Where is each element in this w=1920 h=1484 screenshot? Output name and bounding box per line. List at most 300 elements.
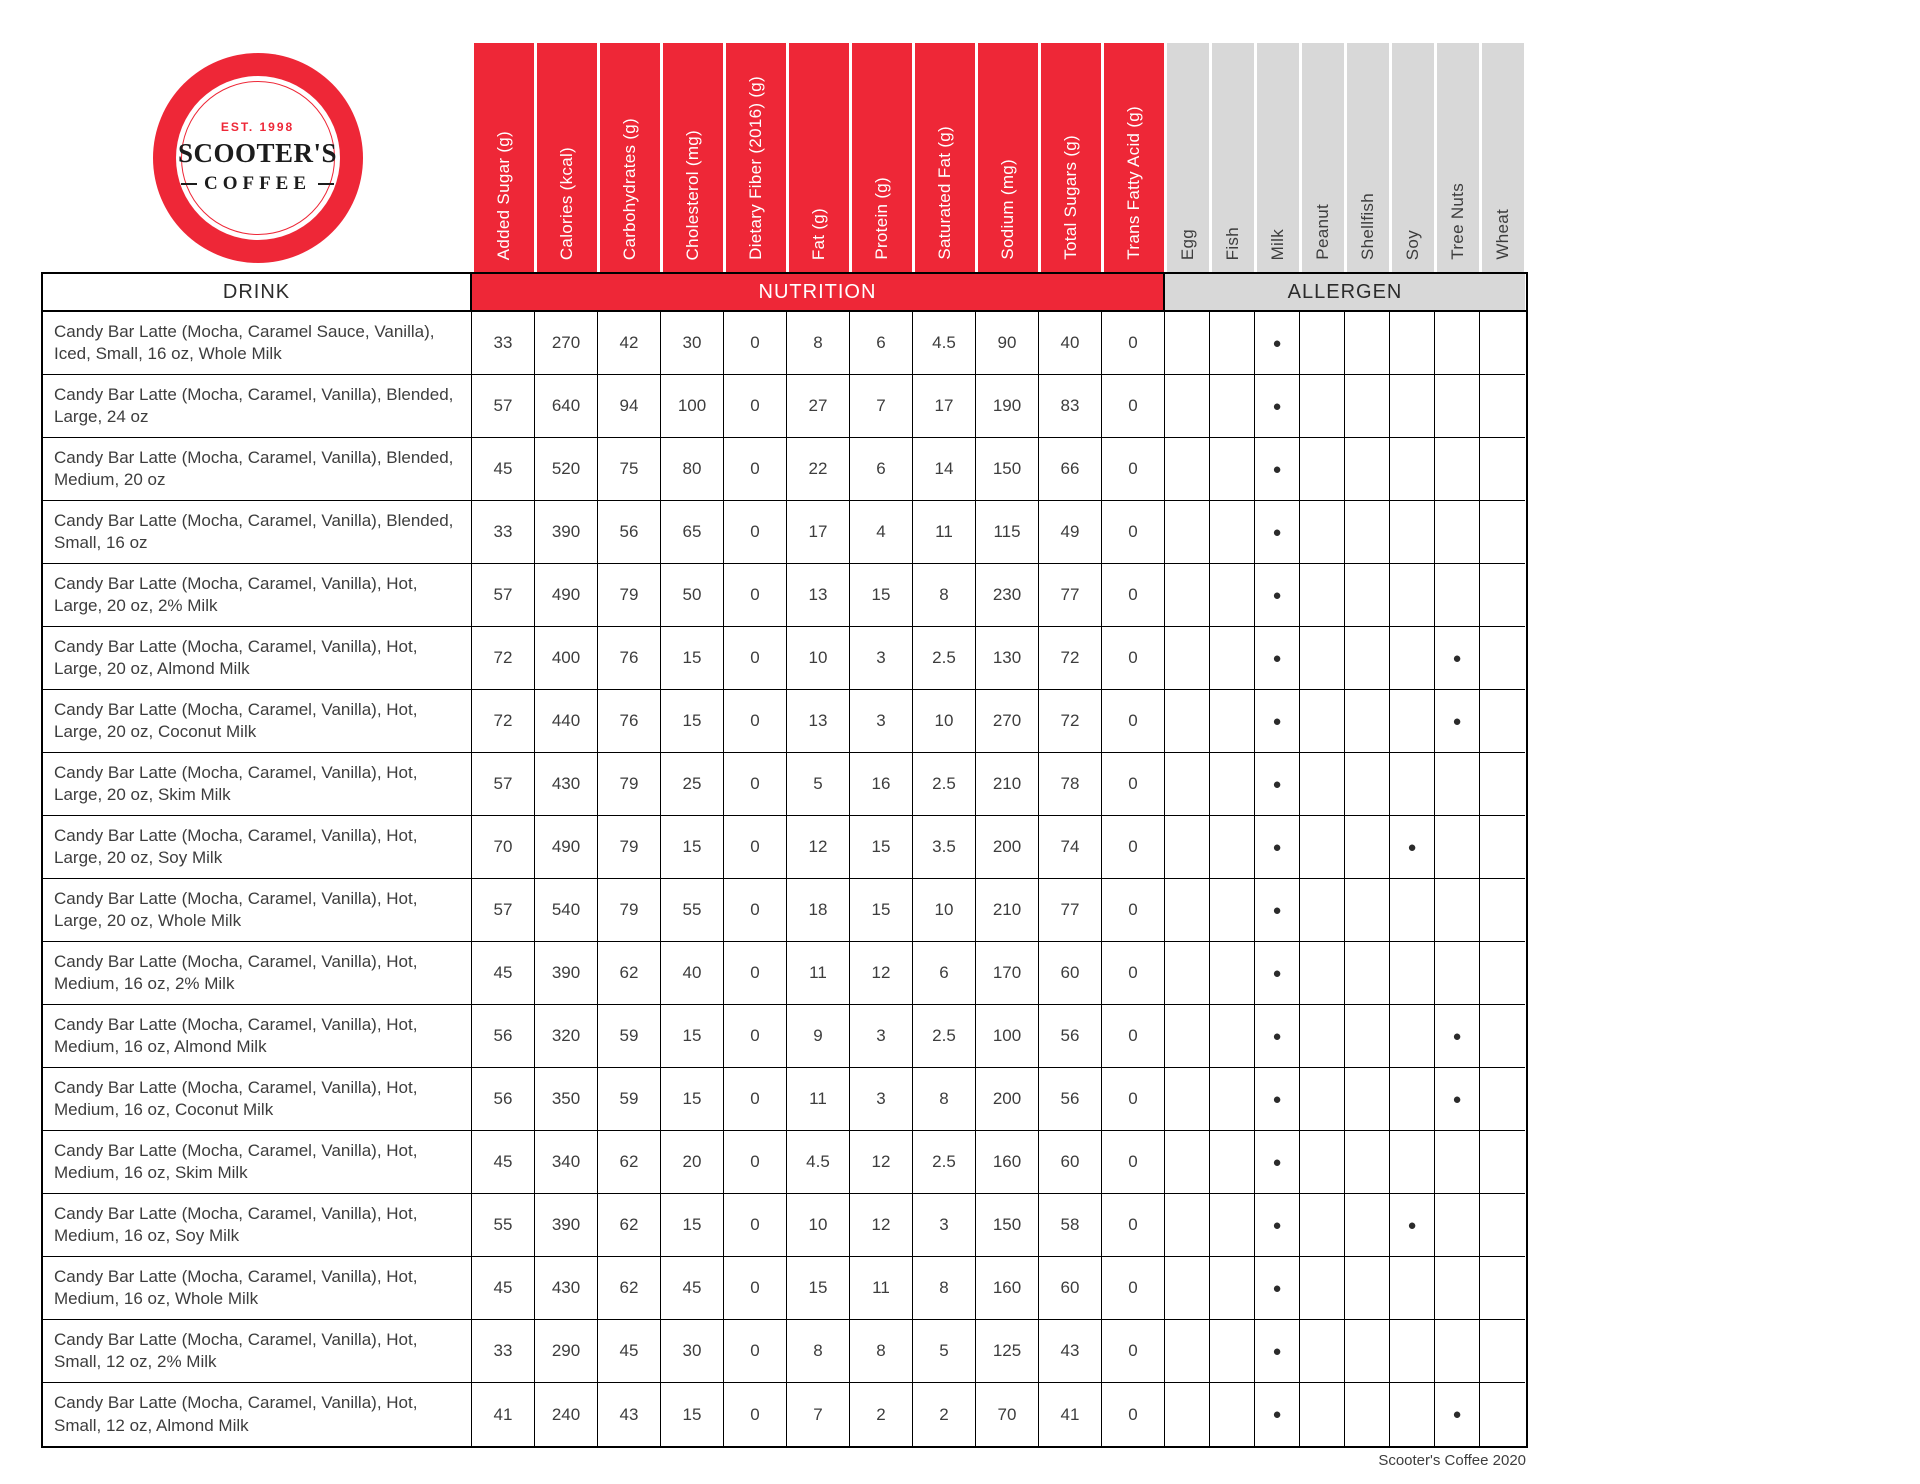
nutrition-value-cell: 15 bbox=[661, 1068, 724, 1131]
column-header-label: Fat (g) bbox=[809, 207, 828, 260]
nutrition-column-header-total-sugars-g bbox=[1041, 43, 1101, 272]
allergen-cell-fish bbox=[1210, 753, 1255, 816]
allergen-cell-egg bbox=[1165, 375, 1210, 438]
allergen-cell-tree-nuts bbox=[1435, 1068, 1480, 1131]
allergen-cell-tree-nuts bbox=[1435, 1131, 1480, 1194]
nutrition-value-cell: 240 bbox=[535, 1383, 598, 1446]
allergen-cell-peanut bbox=[1300, 1005, 1345, 1068]
allergen-cell-milk bbox=[1255, 1257, 1300, 1320]
nutrition-value-cell: 0 bbox=[724, 942, 787, 1005]
allergen-cell-shellfish bbox=[1345, 690, 1390, 753]
nutrition-band-header bbox=[472, 274, 1165, 310]
nutrition-value-cell: 62 bbox=[598, 942, 661, 1005]
nutrition-value-cell: 0 bbox=[724, 879, 787, 942]
allergen-cell-shellfish bbox=[1345, 564, 1390, 627]
scooters-coffee-logo bbox=[153, 53, 363, 263]
nutrition-value-cell: 45 bbox=[472, 1257, 535, 1320]
allergen-cell-wheat bbox=[1480, 312, 1525, 375]
allergen-cell-tree-nuts bbox=[1435, 375, 1480, 438]
nutrition-value-cell: 640 bbox=[535, 375, 598, 438]
nutrition-value-cell: 0 bbox=[1102, 879, 1165, 942]
allergen-dot-icon: ● bbox=[1272, 460, 1282, 478]
nutrition-value-cell: 15 bbox=[850, 816, 913, 879]
nutrition-value-cell: 100 bbox=[976, 1005, 1039, 1068]
column-header-label: Egg bbox=[1178, 228, 1197, 260]
nutrition-value-cell: 62 bbox=[598, 1131, 661, 1194]
nutrition-value-cell: 57 bbox=[472, 879, 535, 942]
nutrition-value-cell: 11 bbox=[787, 1068, 850, 1131]
nutrition-value-cell: 3 bbox=[850, 627, 913, 690]
allergen-cell-tree-nuts bbox=[1435, 1383, 1480, 1446]
nutrition-value-cell: 72 bbox=[1039, 627, 1102, 690]
nutrition-value-cell: 2.5 bbox=[913, 1005, 976, 1068]
nutrition-value-cell: 2.5 bbox=[913, 627, 976, 690]
nutrition-value-cell: 77 bbox=[1039, 879, 1102, 942]
allergen-cell-soy bbox=[1390, 1194, 1435, 1257]
nutrition-value-cell: 0 bbox=[1102, 942, 1165, 1005]
nutrition-column-header-protein-g bbox=[852, 43, 912, 272]
allergen-cell-shellfish bbox=[1345, 879, 1390, 942]
allergen-dot-icon: ● bbox=[1452, 1090, 1462, 1108]
drink-name-cell: Candy Bar Latte (Mocha, Caramel, Vanilla), Hot, Medium, 16 oz, Skim Milk bbox=[43, 1131, 472, 1194]
nutrition-value-cell: 60 bbox=[1039, 1257, 1102, 1320]
nutrition-value-cell: 41 bbox=[472, 1383, 535, 1446]
allergen-band-header bbox=[1165, 274, 1525, 310]
allergen-dot-icon: ● bbox=[1272, 1406, 1282, 1423]
allergen-cell-tree-nuts bbox=[1435, 312, 1480, 375]
allergen-column-header-milk bbox=[1257, 43, 1299, 272]
nutrition-column-header-trans-fatty-acid-g bbox=[1104, 43, 1164, 272]
allergen-cell-tree-nuts bbox=[1435, 753, 1480, 816]
nutrition-value-cell: 42 bbox=[598, 312, 661, 375]
allergen-column-header-soy bbox=[1392, 43, 1434, 272]
nutrition-value-cell: 5 bbox=[787, 753, 850, 816]
nutrition-value-cell: 115 bbox=[976, 501, 1039, 564]
drink-name-cell: Candy Bar Latte (Mocha, Caramel, Vanilla), Hot, Medium, 16 oz, Coconut Milk bbox=[43, 1068, 472, 1131]
allergen-cell-shellfish bbox=[1345, 501, 1390, 564]
allergen-cell-soy bbox=[1390, 438, 1435, 501]
allergen-dot-icon: ● bbox=[1272, 1090, 1282, 1108]
nutrition-value-cell: 390 bbox=[535, 501, 598, 564]
allergen-cell-fish bbox=[1210, 1383, 1255, 1446]
nutrition-value-cell: 17 bbox=[913, 375, 976, 438]
allergen-cell-peanut bbox=[1300, 1257, 1345, 1320]
allergen-cell-egg bbox=[1165, 627, 1210, 690]
nutrition-column-header-added-sugar-g bbox=[474, 43, 534, 272]
nutrition-value-cell: 14 bbox=[913, 438, 976, 501]
nutrition-value-cell: 0 bbox=[724, 564, 787, 627]
allergen-cell-egg bbox=[1165, 1257, 1210, 1320]
nutrition-value-cell: 57 bbox=[472, 753, 535, 816]
nutrition-value-cell: 520 bbox=[535, 438, 598, 501]
nutrition-value-cell: 2 bbox=[850, 1383, 913, 1446]
allergen-cell-egg bbox=[1165, 501, 1210, 564]
allergen-dot-icon: ● bbox=[1272, 838, 1282, 856]
allergen-cell-soy bbox=[1390, 1320, 1435, 1383]
allergen-dot-icon: ● bbox=[1452, 712, 1462, 730]
nutrition-value-cell: 540 bbox=[535, 879, 598, 942]
allergen-cell-soy bbox=[1390, 816, 1435, 879]
nutrition-value-cell: 160 bbox=[976, 1131, 1039, 1194]
nutrition-table bbox=[43, 43, 1526, 1448]
nutrition-value-cell: 6 bbox=[850, 438, 913, 501]
allergen-dot-icon: ● bbox=[1452, 1027, 1462, 1045]
nutrition-value-cell: 0 bbox=[724, 753, 787, 816]
drink-name-cell: Candy Bar Latte (Mocha, Caramel, Vanilla), Hot, Large, 20 oz, Whole Milk bbox=[43, 879, 472, 942]
allergen-cell-milk bbox=[1255, 501, 1300, 564]
allergen-column-header-tree-nuts bbox=[1437, 43, 1479, 272]
nutrition-value-cell: 270 bbox=[535, 312, 598, 375]
allergen-cell-shellfish bbox=[1345, 1194, 1390, 1257]
drink-band-header bbox=[43, 274, 472, 310]
nutrition-value-cell: 79 bbox=[598, 879, 661, 942]
logo-inner-circle bbox=[176, 76, 340, 240]
nutrition-value-cell: 13 bbox=[787, 690, 850, 753]
nutrition-value-cell: 13 bbox=[787, 564, 850, 627]
allergen-cell-wheat bbox=[1480, 375, 1525, 438]
allergen-cell-egg bbox=[1165, 816, 1210, 879]
nutrition-value-cell: 2 bbox=[913, 1383, 976, 1446]
nutrition-value-cell: 440 bbox=[535, 690, 598, 753]
allergen-cell-fish bbox=[1210, 879, 1255, 942]
allergen-cell-fish bbox=[1210, 564, 1255, 627]
allergen-cell-fish bbox=[1210, 1257, 1255, 1320]
nutrition-value-cell: 41 bbox=[1039, 1383, 1102, 1446]
nutrition-value-cell: 55 bbox=[472, 1194, 535, 1257]
nutrition-value-cell: 58 bbox=[1039, 1194, 1102, 1257]
drink-name-cell: Candy Bar Latte (Mocha, Caramel, Vanilla), Hot, Large, 20 oz, Coconut Milk bbox=[43, 690, 472, 753]
nutrition-value-cell: 0 bbox=[724, 1194, 787, 1257]
allergen-cell-milk bbox=[1255, 627, 1300, 690]
allergen-cell-tree-nuts bbox=[1435, 816, 1480, 879]
allergen-cell-shellfish bbox=[1345, 753, 1390, 816]
nutrition-value-cell: 70 bbox=[472, 816, 535, 879]
allergen-cell-soy bbox=[1390, 1005, 1435, 1068]
nutrition-value-cell: 79 bbox=[598, 753, 661, 816]
nutrition-value-cell: 76 bbox=[598, 627, 661, 690]
nutrition-value-cell: 0 bbox=[1102, 816, 1165, 879]
allergen-cell-milk bbox=[1255, 564, 1300, 627]
nutrition-value-cell: 6 bbox=[850, 312, 913, 375]
nutrition-value-cell: 8 bbox=[913, 564, 976, 627]
allergen-dot-icon: ● bbox=[1272, 1342, 1282, 1360]
allergen-cell-shellfish bbox=[1345, 942, 1390, 1005]
allergen-cell-peanut bbox=[1300, 627, 1345, 690]
nutrition-value-cell: 0 bbox=[724, 1383, 787, 1446]
nutrition-value-cell: 79 bbox=[598, 564, 661, 627]
column-headers-row bbox=[43, 43, 1526, 272]
drink-name-cell: Candy Bar Latte (Mocha, Caramel, Vanilla), Blended, Large, 24 oz bbox=[43, 375, 472, 438]
column-header-label: Calories (kcal) bbox=[557, 146, 576, 260]
allergen-cell-peanut bbox=[1300, 1131, 1345, 1194]
nutrition-value-cell: 200 bbox=[976, 816, 1039, 879]
nutrition-value-cell: 57 bbox=[472, 375, 535, 438]
nutrition-value-cell: 0 bbox=[1102, 438, 1165, 501]
allergen-cell-fish bbox=[1210, 1194, 1255, 1257]
nutrition-value-cell: 0 bbox=[724, 1068, 787, 1131]
allergen-cell-egg bbox=[1165, 879, 1210, 942]
nutrition-value-cell: 9 bbox=[787, 1005, 850, 1068]
allergen-cell-wheat bbox=[1480, 816, 1525, 879]
nutrition-value-cell: 2.5 bbox=[913, 753, 976, 816]
allergen-cell-fish bbox=[1210, 627, 1255, 690]
allergen-cell-tree-nuts bbox=[1435, 438, 1480, 501]
allergen-cell-wheat bbox=[1480, 690, 1525, 753]
nutrition-value-cell: 160 bbox=[976, 1257, 1039, 1320]
allergen-cell-wheat bbox=[1480, 1383, 1525, 1446]
nutrition-value-cell: 12 bbox=[850, 1131, 913, 1194]
nutrition-column-header-fat-g bbox=[789, 43, 849, 272]
allergen-cell-shellfish bbox=[1345, 816, 1390, 879]
nutrition-value-cell: 170 bbox=[976, 942, 1039, 1005]
allergen-cell-egg bbox=[1165, 1320, 1210, 1383]
nutrition-value-cell: 3 bbox=[913, 1194, 976, 1257]
allergen-cell-peanut bbox=[1300, 816, 1345, 879]
allergen-cell-milk bbox=[1255, 753, 1300, 816]
nutrition-value-cell: 125 bbox=[976, 1320, 1039, 1383]
allergen-cell-tree-nuts bbox=[1435, 627, 1480, 690]
allergen-cell-milk bbox=[1255, 1068, 1300, 1131]
drink-name-cell: Candy Bar Latte (Mocha, Caramel, Vanilla), Hot, Large, 20 oz, 2% Milk bbox=[43, 564, 472, 627]
nutrition-value-cell: 8 bbox=[787, 1320, 850, 1383]
allergen-dot-icon: ● bbox=[1272, 775, 1282, 793]
allergen-cell-peanut bbox=[1300, 942, 1345, 1005]
allergen-cell-peanut bbox=[1300, 564, 1345, 627]
nutrition-value-cell: 3 bbox=[850, 1005, 913, 1068]
allergen-cell-fish bbox=[1210, 1320, 1255, 1383]
allergen-cell-fish bbox=[1210, 1068, 1255, 1131]
nutrition-value-cell: 56 bbox=[598, 501, 661, 564]
allergen-column-header-wheat bbox=[1482, 43, 1524, 272]
nutrition-value-cell: 5 bbox=[913, 1320, 976, 1383]
nutrition-value-cell: 12 bbox=[787, 816, 850, 879]
allergen-cell-milk bbox=[1255, 312, 1300, 375]
nutrition-value-cell: 0 bbox=[724, 1005, 787, 1068]
logo-coffee-label: COFFEE bbox=[203, 173, 312, 194]
allergen-cell-peanut bbox=[1300, 312, 1345, 375]
nutrition-value-cell: 0 bbox=[1102, 627, 1165, 690]
nutrition-value-cell: 78 bbox=[1039, 753, 1102, 816]
allergen-dot-icon: ● bbox=[1272, 397, 1282, 415]
allergen-cell-wheat bbox=[1480, 1194, 1525, 1257]
nutrition-value-cell: 56 bbox=[472, 1005, 535, 1068]
logo-cell bbox=[43, 43, 472, 272]
allergen-cell-fish bbox=[1210, 375, 1255, 438]
nutrition-value-cell: 3.5 bbox=[913, 816, 976, 879]
allergen-cell-shellfish bbox=[1345, 1131, 1390, 1194]
nutrition-value-cell: 8 bbox=[787, 312, 850, 375]
column-header-label: Soy bbox=[1403, 229, 1422, 260]
allergen-cell-milk bbox=[1255, 1383, 1300, 1446]
nutrition-value-cell: 12 bbox=[850, 942, 913, 1005]
allergen-dot-icon: ● bbox=[1272, 334, 1282, 352]
allergen-cell-wheat bbox=[1480, 627, 1525, 690]
nutrition-value-cell: 30 bbox=[661, 1320, 724, 1383]
nutrition-value-cell: 390 bbox=[535, 942, 598, 1005]
table-body bbox=[41, 312, 1528, 1448]
nutrition-value-cell: 290 bbox=[535, 1320, 598, 1383]
allergen-cell-soy bbox=[1390, 690, 1435, 753]
allergen-cell-milk bbox=[1255, 1194, 1300, 1257]
nutrition-value-cell: 7 bbox=[787, 1383, 850, 1446]
allergen-dot-icon: ● bbox=[1272, 1216, 1282, 1234]
allergen-cell-soy bbox=[1390, 627, 1435, 690]
allergen-cell-wheat bbox=[1480, 1005, 1525, 1068]
allergen-cell-tree-nuts bbox=[1435, 879, 1480, 942]
nutrition-value-cell: 22 bbox=[787, 438, 850, 501]
allergen-cell-tree-nuts bbox=[1435, 501, 1480, 564]
nutrition-value-cell: 0 bbox=[1102, 312, 1165, 375]
footer-credit: Scooter's Coffee 2020 bbox=[1378, 1452, 1526, 1469]
allergen-cell-soy bbox=[1390, 1131, 1435, 1194]
nutrition-value-cell: 72 bbox=[472, 690, 535, 753]
nutrition-value-cell: 76 bbox=[598, 690, 661, 753]
allergen-cell-peanut bbox=[1300, 1320, 1345, 1383]
nutrition-value-cell: 56 bbox=[1039, 1005, 1102, 1068]
nutrition-value-cell: 62 bbox=[598, 1257, 661, 1320]
nutrition-value-cell: 56 bbox=[472, 1068, 535, 1131]
allergen-cell-tree-nuts bbox=[1435, 942, 1480, 1005]
logo-coffee-text bbox=[181, 173, 334, 195]
nutrition-value-cell: 0 bbox=[1102, 564, 1165, 627]
nutrition-value-cell: 11 bbox=[787, 942, 850, 1005]
nutrition-value-cell: 74 bbox=[1039, 816, 1102, 879]
nutrition-value-cell: 27 bbox=[787, 375, 850, 438]
allergen-cell-wheat bbox=[1480, 501, 1525, 564]
nutrition-value-cell: 45 bbox=[472, 1131, 535, 1194]
allergen-dot-icon: ● bbox=[1272, 649, 1282, 667]
allergen-cell-tree-nuts bbox=[1435, 690, 1480, 753]
nutrition-value-cell: 210 bbox=[976, 879, 1039, 942]
allergen-column-header-peanut bbox=[1302, 43, 1344, 272]
allergen-cell-egg bbox=[1165, 312, 1210, 375]
nutrition-value-cell: 0 bbox=[724, 816, 787, 879]
nutrition-value-cell: 490 bbox=[535, 816, 598, 879]
allergen-cell-milk bbox=[1255, 1131, 1300, 1194]
allergen-cell-shellfish bbox=[1345, 627, 1390, 690]
allergen-cell-tree-nuts bbox=[1435, 564, 1480, 627]
column-header-label: Added Sugar (g) bbox=[494, 130, 513, 260]
nutrition-value-cell: 79 bbox=[598, 816, 661, 879]
allergen-column-header-shellfish bbox=[1347, 43, 1389, 272]
nutrition-value-cell: 77 bbox=[1039, 564, 1102, 627]
nutrition-value-cell: 15 bbox=[661, 1383, 724, 1446]
nutrition-value-cell: 50 bbox=[661, 564, 724, 627]
nutrition-value-cell: 400 bbox=[535, 627, 598, 690]
nutrition-value-cell: 43 bbox=[598, 1383, 661, 1446]
drink-name-cell: Candy Bar Latte (Mocha, Caramel, Vanilla), Hot, Large, 20 oz, Soy Milk bbox=[43, 816, 472, 879]
nutrition-value-cell: 60 bbox=[1039, 942, 1102, 1005]
nutrition-value-cell: 130 bbox=[976, 627, 1039, 690]
allergen-cell-soy bbox=[1390, 753, 1435, 816]
allergen-cell-egg bbox=[1165, 1005, 1210, 1068]
allergen-dot-icon: ● bbox=[1272, 1027, 1282, 1045]
nutrition-value-cell: 490 bbox=[535, 564, 598, 627]
allergen-cell-fish bbox=[1210, 1005, 1255, 1068]
nutrition-value-cell: 350 bbox=[535, 1068, 598, 1131]
nutrition-value-cell: 270 bbox=[976, 690, 1039, 753]
nutrition-value-cell: 190 bbox=[976, 375, 1039, 438]
nutrition-value-cell: 18 bbox=[787, 879, 850, 942]
column-header-label: Carbohydrates (g) bbox=[620, 117, 639, 260]
nutrition-value-cell: 15 bbox=[661, 690, 724, 753]
allergen-cell-fish bbox=[1210, 942, 1255, 1005]
column-header-label: Total Sugars (g) bbox=[1061, 135, 1080, 260]
allergen-cell-milk bbox=[1255, 690, 1300, 753]
drink-name-cell: Candy Bar Latte (Mocha, Caramel, Vanilla), Hot, Large, 20 oz, Skim Milk bbox=[43, 753, 472, 816]
allergen-cell-wheat bbox=[1480, 879, 1525, 942]
drink-name-cell: Candy Bar Latte (Mocha, Caramel, Vanilla), Hot, Medium, 16 oz, Whole Milk bbox=[43, 1257, 472, 1320]
allergen-cell-peanut bbox=[1300, 753, 1345, 816]
allergen-cell-wheat bbox=[1480, 1320, 1525, 1383]
logo-brand-name: SCOOTER'S bbox=[177, 138, 338, 168]
allergen-dot-icon: ● bbox=[1272, 964, 1282, 982]
nutrition-value-cell: 390 bbox=[535, 1194, 598, 1257]
allergen-cell-egg bbox=[1165, 1194, 1210, 1257]
nutrition-value-cell: 320 bbox=[535, 1005, 598, 1068]
allergen-cell-milk bbox=[1255, 879, 1300, 942]
allergen-cell-egg bbox=[1165, 1068, 1210, 1131]
nutrition-column-header-saturated-fat-g bbox=[915, 43, 975, 272]
nutrition-value-cell: 60 bbox=[1039, 1131, 1102, 1194]
nutrition-value-cell: 25 bbox=[661, 753, 724, 816]
allergen-cell-peanut bbox=[1300, 438, 1345, 501]
logo-est-text: EST. 1998 bbox=[220, 120, 295, 134]
nutrition-value-cell: 94 bbox=[598, 375, 661, 438]
allergen-column-header-fish bbox=[1212, 43, 1254, 272]
allergen-cell-soy bbox=[1390, 942, 1435, 1005]
allergen-dot-icon: ● bbox=[1452, 1406, 1462, 1423]
nutrition-value-cell: 10 bbox=[787, 627, 850, 690]
drink-band-label: DRINK bbox=[222, 280, 291, 303]
nutrition-value-cell: 40 bbox=[661, 942, 724, 1005]
column-header-label: Protein (g) bbox=[872, 177, 891, 260]
allergen-cell-shellfish bbox=[1345, 312, 1390, 375]
nutrition-value-cell: 0 bbox=[724, 1131, 787, 1194]
column-header-label: Dietary Fiber (2016) (g) bbox=[746, 76, 765, 260]
drink-name-cell: Candy Bar Latte (Mocha, Caramel, Vanilla), Hot, Small, 12 oz, 2% Milk bbox=[43, 1320, 472, 1383]
nutrition-value-cell: 430 bbox=[535, 753, 598, 816]
allergen-cell-tree-nuts bbox=[1435, 1257, 1480, 1320]
allergen-cell-peanut bbox=[1300, 375, 1345, 438]
nutrition-value-cell: 150 bbox=[976, 1194, 1039, 1257]
allergen-cell-soy bbox=[1390, 312, 1435, 375]
allergen-cell-wheat bbox=[1480, 942, 1525, 1005]
allergen-cell-soy bbox=[1390, 501, 1435, 564]
allergen-cell-soy bbox=[1390, 1383, 1435, 1446]
column-header-label: Fish bbox=[1223, 226, 1242, 260]
nutrition-value-cell: 20 bbox=[661, 1131, 724, 1194]
nutrition-value-cell: 0 bbox=[1102, 1320, 1165, 1383]
allergen-cell-egg bbox=[1165, 753, 1210, 816]
drink-name-cell: Candy Bar Latte (Mocha, Caramel, Vanilla), Hot, Medium, 16 oz, Soy Milk bbox=[43, 1194, 472, 1257]
allergen-cell-milk bbox=[1255, 1005, 1300, 1068]
allergen-dot-icon: ● bbox=[1407, 838, 1417, 856]
allergen-cell-peanut bbox=[1300, 690, 1345, 753]
drink-name-cell: Candy Bar Latte (Mocha, Caramel, Vanilla), Blended, Medium, 20 oz bbox=[43, 438, 472, 501]
nutrition-value-cell: 4.5 bbox=[913, 312, 976, 375]
nutrition-value-cell: 0 bbox=[1102, 1131, 1165, 1194]
allergen-cell-peanut bbox=[1300, 501, 1345, 564]
allergen-cell-shellfish bbox=[1345, 1383, 1390, 1446]
allergen-cell-egg bbox=[1165, 942, 1210, 1005]
nutrition-value-cell: 2.5 bbox=[913, 1131, 976, 1194]
nutrition-value-cell: 7 bbox=[850, 375, 913, 438]
allergen-cell-tree-nuts bbox=[1435, 1194, 1480, 1257]
nutrition-value-cell: 56 bbox=[1039, 1068, 1102, 1131]
allergen-dot-icon: ● bbox=[1272, 1279, 1282, 1297]
nutrition-value-cell: 0 bbox=[1102, 1005, 1165, 1068]
